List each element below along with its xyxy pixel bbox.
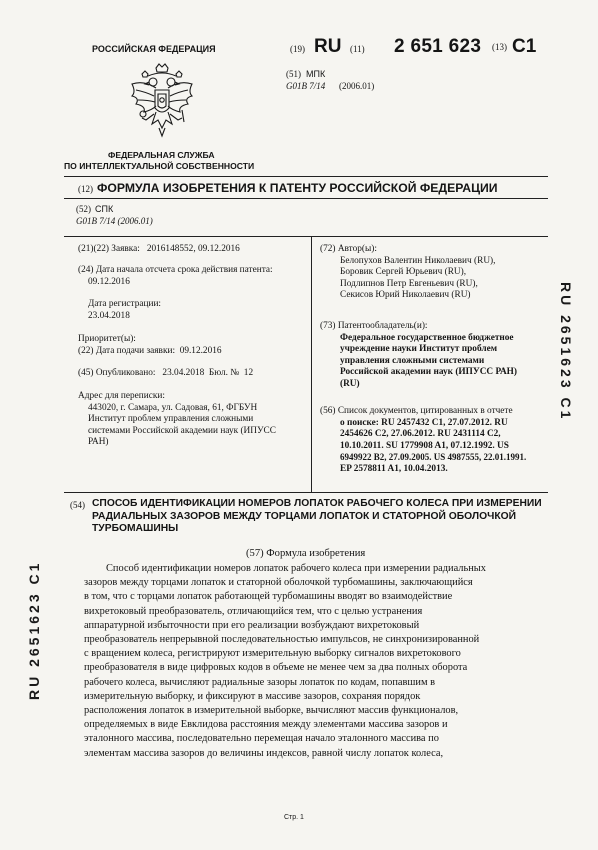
author-name: Подлипнов Петр Евгеньевич (RU), [340, 278, 478, 289]
published-block [78, 368, 253, 380]
claims-line: измерительную выборку, и фиксируют в массиве зазоров, сохраняя порядок [84, 690, 421, 702]
claims-line: преобразователь непрерывной последовательностью импульсов, не синхронизированной [84, 634, 480, 646]
divider [64, 492, 548, 493]
claims-line: рабочего колеса, вычисляют радиальные зазоры лопаток по кодам, попавшим в [84, 676, 436, 688]
agency-line-1: ФЕДЕРАЛЬНАЯ СЛУЖБА [108, 150, 215, 160]
claims-heading: (57) Формула изобретения [246, 548, 366, 559]
claims-line: элементам массива зазоров до величины индексов, равной числу лопаток колеса, [84, 747, 444, 759]
russian-coat-of-arms-emblem [126, 62, 198, 144]
claims-line: Способ идентификации номеров лопаток рабочего колеса при измерении радиальных [106, 563, 486, 574]
cited-documents-line: о поиске: RU 2457432 C1, 27.07.2012. RU [340, 417, 508, 428]
owner-line: учреждение науки Институт проблем [340, 344, 498, 355]
title-line: РАДИАЛЬНЫХ ЗАЗОРОВ МЕЖДУ ТОРЦАМИ ЛОПАТОК И СТАТОРНОЙ ОБОЛОЧКОЙ [92, 510, 517, 522]
registration-label: Дата регистрации: [88, 299, 162, 309]
priority-block [78, 334, 222, 357]
owner-line: Российской академии наук (ИПУСС РАН) [340, 367, 517, 378]
priority-label: Приоритет(ы): [78, 334, 136, 344]
bulletin-value: 12 [243, 368, 254, 378]
authors-label: (72) Автор(ы): [320, 244, 377, 254]
claims-line: преобразователя в виде цифровых кодов в объеме не менее чем за два полных оборота [84, 662, 468, 674]
claims-line: в том, что с торцами лопаток работающей турбомашины вводят во взаимодействие [84, 591, 453, 603]
invention-title [92, 498, 542, 536]
kind-code: C1 [512, 36, 537, 57]
application-value: 2016148552, 09.12.2016 [146, 244, 240, 254]
bulletin-label: Бюл. № [208, 368, 240, 378]
owner-line: управления сложными системами [340, 355, 485, 366]
side-patent-code-left: RU 2651623 C1 [26, 560, 42, 700]
application-block [78, 244, 240, 256]
cited-documents-line: 6949922 B2, 27.09.2005. US 4987555, 22.01.1991. [340, 452, 527, 463]
code-13: (13) [492, 42, 507, 52]
registration-block [88, 299, 161, 322]
mpk-class: G01B 7/14 [286, 81, 326, 91]
spk-label: СПК [95, 204, 114, 214]
address-block [78, 391, 276, 449]
author-name: Секисов Юрий Николаевич (RU) [340, 290, 471, 301]
owner-line: (RU) [340, 378, 360, 389]
divider [64, 176, 548, 177]
spk-code: (52) [76, 204, 91, 214]
side-patent-code-right: RU 2651623 C1 [558, 282, 574, 422]
claims-line: с вращением колеса, регистрируют измерительную выборку сигналов вихретокового [84, 648, 461, 660]
priority-date-value: 09.12.2016 [179, 345, 222, 356]
country-code: RU [314, 36, 342, 57]
mpk-code: (51) [286, 69, 301, 79]
cited-documents-line: 2454626 C2, 27.06.2012. RU 2431114 C2, [340, 429, 501, 440]
agency-line-2: ПО ИНТЕЛЛЕКТУАЛЬНОЙ СОБСТВЕННОСТИ [64, 161, 255, 171]
cited-documents-label: (56) Список документов, цитированных в отчете [320, 406, 513, 416]
claims-text [84, 562, 544, 761]
owner-line: Федеральное государственное бюджетное [340, 332, 514, 343]
address-line: 443020, г. Самара, ул. Садовая, 61, ФГБУН [88, 402, 258, 413]
spk-class: G01B 7/14 (2006.01) [76, 216, 153, 226]
owner-block [320, 321, 517, 391]
claims-line: определяемых в виде Евклидова расстояния между элементами массива зазоров и [84, 719, 448, 731]
title-code: (54) [70, 500, 85, 510]
published-label: (45) Опубликовано: [78, 368, 156, 378]
cited-documents-line: EP 2578811 A1, 10.04.2013. [340, 463, 448, 474]
formula-code: (12) [78, 184, 93, 194]
registration-value: 23.04.2018 [88, 310, 130, 321]
claims-line: вихретоковый преобразователь, отличающийся тем, что с целью устранения [84, 605, 423, 617]
title-line: СПОСОБ ИДЕНТИФИКАЦИИ НОМЕРОВ ЛОПАТОК РАБОЧЕГО КОЛЕСА ПРИ ИЗМЕРЕНИИ [92, 498, 542, 509]
divider [64, 198, 548, 199]
code-19: (19) [290, 44, 305, 54]
address-line: системами Российской академии наук (ИПУСС [88, 425, 276, 436]
claims-line: эталонного массива, последовательно перемещая начало эталонного массива по [84, 733, 439, 745]
term-start-label: (24) Дата начала отсчета срока действия патента: [78, 265, 273, 275]
address-label: Адрес для переписки: [78, 391, 165, 401]
term-start-block [78, 265, 273, 288]
priority-date-label: (22) Дата подачи заявки: [78, 345, 176, 356]
address-line: РАН) [88, 437, 109, 448]
address-line: Институт проблем управления сложными [88, 414, 254, 425]
claims-line: аппаратурной избыточности при его реализации возбуждают вихретоковый [84, 619, 420, 631]
claims-line: расположения лопаток в измерительной выборке, вычисляют массив функционалов, [84, 705, 459, 717]
author-name: Белопухов Валентин Николаевич (RU), [340, 255, 496, 266]
term-start-value: 09.12.2016 [88, 276, 130, 287]
code-11: (11) [350, 44, 365, 54]
owner-label: (73) Патентообладатель(и): [320, 321, 428, 331]
country-name: РОССИЙСКАЯ ФЕДЕРАЦИЯ [92, 44, 216, 54]
title-line: ТУРБОМАШИНЫ [92, 523, 179, 535]
authors-block [320, 244, 495, 302]
divider [64, 236, 548, 237]
column-divider [311, 236, 312, 492]
patent-number: 2 651 623 [394, 36, 482, 57]
formula-title: ФОРМУЛА ИЗОБРЕТЕНИЯ К ПАТЕНТУ РОССИЙСКОЙ ФЕДЕРАЦИИ [97, 181, 498, 195]
published-value: 23.04.2018 [162, 368, 205, 378]
mpk-label: МПК [306, 69, 326, 79]
application-label: (21)(22) Заявка: [78, 244, 140, 254]
cited-documents-line: 10.10.2011. SU 1779908 A1, 07.12.1992. US [340, 440, 509, 451]
author-name: Боровик Сергей Юрьевич (RU), [340, 267, 467, 278]
claims-line: зазоров между торцами лопаток и статорной оболочкой турбомашины, заключающийся [84, 577, 473, 589]
mpk-year: (2006.01) [339, 81, 375, 91]
page-number: Стр. 1 [284, 814, 304, 821]
cited-documents-block [320, 406, 526, 476]
